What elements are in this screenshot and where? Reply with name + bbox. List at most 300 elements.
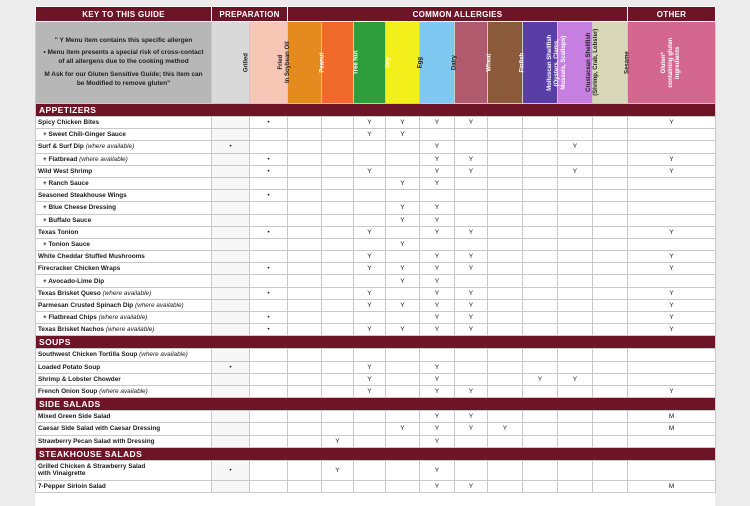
menu-item-cell bbox=[36, 117, 212, 129]
cell-finfish bbox=[488, 287, 523, 299]
cell-wheat bbox=[455, 129, 488, 141]
allergen-guide-sheet bbox=[35, 6, 715, 506]
menu-item-row bbox=[36, 129, 716, 141]
cell-soy: Y bbox=[354, 117, 386, 129]
cell-soy: Y bbox=[354, 373, 386, 385]
cell-egg: Y bbox=[386, 177, 420, 189]
cell-dairy: Y bbox=[420, 299, 455, 311]
cell-fried bbox=[250, 411, 288, 423]
menu-item-row bbox=[36, 214, 716, 226]
cell-crustacean-shellfish bbox=[558, 435, 593, 447]
menu-item-cell bbox=[36, 373, 212, 385]
cell-molluscan-shellfish bbox=[523, 423, 558, 435]
menu-item-cell bbox=[36, 361, 212, 373]
cell-finfish bbox=[488, 238, 523, 250]
cell-tree-nut bbox=[322, 480, 354, 492]
cell-soy: Y bbox=[354, 129, 386, 141]
cell-grilled bbox=[212, 373, 250, 385]
cell-molluscan-shellfish bbox=[523, 141, 558, 153]
menu-item-cell bbox=[36, 385, 212, 397]
menu-item-name: Caesar Side Salad with Caesar Dressing bbox=[38, 425, 161, 433]
menu-item-name: + Tonion Sauce bbox=[43, 240, 90, 248]
cell-soy: Y bbox=[354, 287, 386, 299]
cell-wheat bbox=[455, 349, 488, 361]
common-allergies-title: COMMON ALLERGIES bbox=[288, 7, 628, 22]
menu-item-note: (where available) bbox=[98, 314, 148, 322]
cell-dairy: Y bbox=[420, 385, 455, 397]
cell-crustacean-shellfish bbox=[558, 226, 593, 238]
cell-egg bbox=[386, 411, 420, 423]
cell-sesame bbox=[593, 423, 628, 435]
cell-fried: • bbox=[250, 226, 288, 238]
cell-gluten bbox=[628, 129, 716, 141]
cell-crustacean-shellfish bbox=[558, 190, 593, 202]
cell-peanut bbox=[288, 349, 322, 361]
cell-sesame bbox=[593, 238, 628, 250]
cell-sesame bbox=[593, 275, 628, 287]
cell-wheat bbox=[455, 238, 488, 250]
cell-peanut bbox=[288, 190, 322, 202]
cell-wheat bbox=[455, 214, 488, 226]
cell-fried: • bbox=[250, 153, 288, 165]
menu-item-note: (where available) bbox=[79, 155, 128, 163]
menu-item-note: (where available) bbox=[102, 289, 152, 297]
cell-crustacean-shellfish bbox=[558, 460, 593, 480]
cell-gluten bbox=[628, 349, 716, 361]
cell-tree-nut bbox=[322, 141, 354, 153]
cell-gluten: M bbox=[628, 411, 716, 423]
cell-molluscan-shellfish bbox=[523, 202, 558, 214]
cell-gluten: Y bbox=[628, 117, 716, 129]
cell-fried bbox=[250, 361, 288, 373]
menu-item-row bbox=[36, 324, 716, 336]
menu-item-row bbox=[36, 312, 716, 324]
cell-tree-nut bbox=[322, 190, 354, 202]
cell-gluten: Y bbox=[628, 153, 716, 165]
cell-wheat: Y bbox=[455, 299, 488, 311]
cell-crustacean-shellfish bbox=[558, 275, 593, 287]
section-title: APPETIZERS bbox=[36, 104, 716, 117]
cell-fried: • bbox=[250, 287, 288, 299]
cell-sesame bbox=[593, 361, 628, 373]
cell-gluten: Y bbox=[628, 251, 716, 263]
cell-sesame bbox=[593, 202, 628, 214]
cell-finfish bbox=[488, 349, 523, 361]
cell-grilled bbox=[212, 312, 250, 324]
cell-tree-nut bbox=[322, 165, 354, 177]
cell-soy bbox=[354, 411, 386, 423]
cell-crustacean-shellfish: Y bbox=[558, 373, 593, 385]
cell-molluscan-shellfish bbox=[523, 299, 558, 311]
cell-molluscan-shellfish bbox=[523, 324, 558, 336]
cell-wheat: Y bbox=[455, 153, 488, 165]
cell-tree-nut bbox=[322, 117, 354, 129]
cell-grilled bbox=[212, 385, 250, 397]
cell-molluscan-shellfish bbox=[523, 460, 558, 480]
menu-item-row bbox=[36, 177, 716, 189]
cell-dairy bbox=[420, 238, 455, 250]
cell-crustacean-shellfish: Y bbox=[558, 141, 593, 153]
cell-wheat: Y bbox=[455, 117, 488, 129]
cell-dairy: Y bbox=[420, 287, 455, 299]
cell-crustacean-shellfish bbox=[558, 480, 593, 492]
cell-peanut bbox=[288, 238, 322, 250]
cell-molluscan-shellfish bbox=[523, 312, 558, 324]
cell-gluten bbox=[628, 373, 716, 385]
cell-crustacean-shellfish bbox=[558, 153, 593, 165]
cell-finfish bbox=[488, 312, 523, 324]
menu-item-name: Firecracker Chicken Wraps bbox=[38, 265, 121, 273]
cell-peanut bbox=[288, 141, 322, 153]
cell-grilled bbox=[212, 275, 250, 287]
cell-gluten bbox=[628, 177, 716, 189]
cell-fried bbox=[250, 275, 288, 287]
menu-item-name: Strawberry Pecan Salad with Dressing bbox=[38, 437, 155, 445]
cell-dairy: Y bbox=[420, 411, 455, 423]
cell-fried bbox=[250, 460, 288, 480]
menu-item-cell bbox=[36, 251, 212, 263]
menu-item-row bbox=[36, 361, 716, 373]
menu-item-name: Texas Tonion bbox=[38, 228, 79, 236]
cell-dairy: Y bbox=[420, 153, 455, 165]
cell-egg bbox=[386, 435, 420, 447]
cell-wheat bbox=[455, 373, 488, 385]
cell-gluten bbox=[628, 238, 716, 250]
cell-fried: • bbox=[250, 263, 288, 275]
cell-soy bbox=[354, 238, 386, 250]
cell-wheat: Y bbox=[455, 226, 488, 238]
column-header-fried bbox=[250, 22, 291, 104]
cell-finfish bbox=[488, 141, 523, 153]
cell-sesame bbox=[593, 349, 628, 361]
cell-egg bbox=[386, 190, 420, 202]
menu-item-name: + Ranch Sauce bbox=[43, 180, 89, 188]
cell-grilled bbox=[212, 129, 250, 141]
cell-wheat: Y bbox=[455, 324, 488, 336]
cell-peanut bbox=[288, 480, 322, 492]
cell-egg bbox=[386, 373, 420, 385]
cell-wheat: Y bbox=[455, 411, 488, 423]
cell-sesame bbox=[593, 141, 628, 153]
menu-item-row bbox=[36, 435, 716, 447]
cell-dairy: Y bbox=[420, 460, 455, 480]
menu-item-name: + Flatbread bbox=[43, 155, 78, 163]
cell-wheat bbox=[455, 190, 488, 202]
cell-egg bbox=[386, 480, 420, 492]
cell-fried bbox=[250, 349, 288, 361]
cell-sesame bbox=[593, 480, 628, 492]
cell-sesame bbox=[593, 165, 628, 177]
cell-tree-nut bbox=[322, 238, 354, 250]
cell-soy bbox=[354, 141, 386, 153]
cell-wheat: Y bbox=[455, 312, 488, 324]
cell-dairy bbox=[420, 190, 455, 202]
column-header-label: Sesame bbox=[624, 51, 631, 75]
cell-molluscan-shellfish bbox=[523, 385, 558, 397]
cell-dairy: Y bbox=[420, 423, 455, 435]
cell-dairy: Y bbox=[420, 214, 455, 226]
cell-fried: • bbox=[250, 190, 288, 202]
cell-crustacean-shellfish bbox=[558, 299, 593, 311]
cell-sesame bbox=[593, 373, 628, 385]
cell-soy: Y bbox=[354, 263, 386, 275]
cell-peanut bbox=[288, 129, 322, 141]
menu-item-name: Texas Brisket Nachos bbox=[38, 326, 104, 334]
cell-soy bbox=[354, 177, 386, 189]
cell-crustacean-shellfish bbox=[558, 411, 593, 423]
cell-soy bbox=[354, 423, 386, 435]
menu-item-name: French Onion Soup bbox=[38, 388, 98, 396]
cell-sesame bbox=[593, 251, 628, 263]
column-header-label: Egg bbox=[417, 57, 424, 69]
cell-crustacean-shellfish bbox=[558, 251, 593, 263]
cell-gluten: Y bbox=[628, 287, 716, 299]
menu-item-row bbox=[36, 349, 716, 361]
cell-tree-nut bbox=[322, 423, 354, 435]
menu-item-cell bbox=[36, 299, 212, 311]
menu-item-row bbox=[36, 299, 716, 311]
column-header-dairy bbox=[420, 22, 458, 104]
menu-item-cell bbox=[36, 214, 212, 226]
cell-grilled bbox=[212, 411, 250, 423]
cell-egg bbox=[386, 361, 420, 373]
cell-grilled bbox=[212, 214, 250, 226]
cell-egg: Y bbox=[386, 423, 420, 435]
cell-tree-nut: Y bbox=[322, 435, 354, 447]
cell-gluten bbox=[628, 361, 716, 373]
menu-item-row bbox=[36, 385, 716, 397]
cell-gluten bbox=[628, 190, 716, 202]
menu-item-name: + Blue Cheese Dressing bbox=[43, 204, 116, 212]
cell-soy bbox=[354, 202, 386, 214]
cell-finfish: Y bbox=[488, 423, 523, 435]
cell-egg: Y bbox=[386, 117, 420, 129]
cell-crustacean-shellfish: Y bbox=[558, 165, 593, 177]
cell-finfish bbox=[488, 480, 523, 492]
cell-gluten bbox=[628, 460, 716, 480]
cell-egg: Y bbox=[386, 214, 420, 226]
cell-soy bbox=[354, 190, 386, 202]
cell-fried: • bbox=[250, 324, 288, 336]
cell-finfish bbox=[488, 299, 523, 311]
section-header-row bbox=[36, 336, 716, 349]
menu-item-row bbox=[36, 373, 716, 385]
cell-fried bbox=[250, 141, 288, 153]
column-header-label: Wheat bbox=[486, 54, 493, 72]
cell-tree-nut bbox=[322, 324, 354, 336]
cell-soy bbox=[354, 312, 386, 324]
cell-gluten: Y bbox=[628, 299, 716, 311]
cell-tree-nut bbox=[322, 153, 354, 165]
allergen-table-body bbox=[36, 104, 716, 493]
cell-egg: Y bbox=[386, 275, 420, 287]
column-header-gluten bbox=[628, 22, 716, 104]
section-header-row bbox=[36, 398, 716, 411]
cell-sesame bbox=[593, 287, 628, 299]
cell-soy: Y bbox=[354, 385, 386, 397]
cell-dairy: Y bbox=[420, 275, 455, 287]
cell-finfish bbox=[488, 190, 523, 202]
cell-fried: • bbox=[250, 312, 288, 324]
cell-soy bbox=[354, 275, 386, 287]
cell-crustacean-shellfish bbox=[558, 349, 593, 361]
cell-sesame bbox=[593, 435, 628, 447]
menu-item-row bbox=[36, 251, 716, 263]
column-header-label: Dairy bbox=[451, 55, 458, 71]
cell-egg: Y bbox=[386, 263, 420, 275]
cell-dairy: Y bbox=[420, 361, 455, 373]
menu-item-name: Shrimp & Lobster Chowder bbox=[38, 375, 121, 383]
cell-crustacean-shellfish bbox=[558, 287, 593, 299]
cell-dairy: Y bbox=[420, 435, 455, 447]
cell-peanut bbox=[288, 385, 322, 397]
cell-gluten: Y bbox=[628, 226, 716, 238]
menu-item-name: Seasoned Steakhouse Wings bbox=[38, 192, 127, 200]
cell-crustacean-shellfish bbox=[558, 385, 593, 397]
cell-grilled: • bbox=[212, 141, 250, 153]
column-header-label: Soy bbox=[385, 57, 392, 69]
column-header-label: Gluten* containing gluten ingredients bbox=[660, 37, 682, 88]
cell-dairy: Y bbox=[420, 324, 455, 336]
cell-egg bbox=[386, 312, 420, 324]
menu-item-cell bbox=[36, 411, 212, 423]
cell-soy: Y bbox=[354, 324, 386, 336]
cell-finfish bbox=[488, 373, 523, 385]
menu-item-row bbox=[36, 411, 716, 423]
cell-grilled bbox=[212, 165, 250, 177]
cell-fried: • bbox=[250, 165, 288, 177]
menu-item-name: 7-Pepper Sirloin Salad bbox=[38, 482, 106, 490]
cell-sesame bbox=[593, 385, 628, 397]
cell-molluscan-shellfish bbox=[523, 238, 558, 250]
cell-finfish bbox=[488, 165, 523, 177]
cell-peanut bbox=[288, 361, 322, 373]
cell-tree-nut bbox=[322, 361, 354, 373]
cell-peanut bbox=[288, 214, 322, 226]
cell-fried bbox=[250, 299, 288, 311]
cell-fried bbox=[250, 238, 288, 250]
cell-grilled: • bbox=[212, 361, 250, 373]
cell-egg: Y bbox=[386, 202, 420, 214]
cell-molluscan-shellfish bbox=[523, 177, 558, 189]
menu-item-cell bbox=[36, 190, 212, 202]
cell-crustacean-shellfish bbox=[558, 238, 593, 250]
cell-tree-nut bbox=[322, 312, 354, 324]
cell-molluscan-shellfish: Y bbox=[523, 373, 558, 385]
cell-crustacean-shellfish bbox=[558, 324, 593, 336]
menu-item-note: (where available) bbox=[139, 351, 188, 359]
cell-grilled bbox=[212, 435, 250, 447]
cell-peanut bbox=[288, 435, 322, 447]
menu-item-name: Mixed Green Side Salad bbox=[38, 413, 111, 421]
column-header-label: Finfish bbox=[519, 53, 526, 73]
cell-wheat bbox=[455, 141, 488, 153]
cell-molluscan-shellfish bbox=[523, 263, 558, 275]
cell-gluten bbox=[628, 202, 716, 214]
menu-item-name: Texas Brisket Queso bbox=[38, 289, 101, 297]
menu-item-row bbox=[36, 275, 716, 287]
cell-grilled: • bbox=[212, 460, 250, 480]
cell-crustacean-shellfish bbox=[558, 202, 593, 214]
cell-sesame bbox=[593, 226, 628, 238]
menu-item-name: Surf & Surf Dip bbox=[38, 143, 84, 151]
cell-egg: Y bbox=[386, 238, 420, 250]
menu-item-row bbox=[36, 423, 716, 435]
cell-finfish bbox=[488, 435, 523, 447]
key-line-contains: " Y Menu item contains this specific allergen bbox=[54, 36, 193, 44]
cell-wheat: Y bbox=[455, 480, 488, 492]
cell-dairy: Y bbox=[420, 117, 455, 129]
cell-egg bbox=[386, 141, 420, 153]
cell-crustacean-shellfish bbox=[558, 129, 593, 141]
cell-fried bbox=[250, 129, 288, 141]
section-title: SOUPS bbox=[36, 336, 716, 349]
cell-crustacean-shellfish bbox=[558, 214, 593, 226]
allergen-table bbox=[35, 6, 716, 493]
section-title: STEAKHOUSE SALADS bbox=[36, 447, 716, 460]
menu-item-name: Grilled Chicken & Strawberry Salad with Vinaigrette bbox=[38, 462, 146, 478]
cell-dairy: Y bbox=[420, 177, 455, 189]
menu-item-note: (where available) bbox=[99, 388, 148, 396]
menu-item-name: Wild West Shrimp bbox=[38, 167, 93, 175]
cell-wheat: Y bbox=[455, 263, 488, 275]
column-header-label: Crustacean Shellfish (Shrimp, Crab, Lobster) bbox=[585, 29, 599, 97]
menu-item-row bbox=[36, 226, 716, 238]
cell-peanut bbox=[288, 177, 322, 189]
menu-item-cell bbox=[36, 324, 212, 336]
column-header-peanut bbox=[288, 22, 326, 104]
cell-molluscan-shellfish bbox=[523, 287, 558, 299]
cell-molluscan-shellfish bbox=[523, 117, 558, 129]
cell-dairy: Y bbox=[420, 263, 455, 275]
cell-sesame bbox=[593, 129, 628, 141]
cell-molluscan-shellfish bbox=[523, 251, 558, 263]
cell-tree-nut bbox=[322, 251, 354, 263]
menu-item-row bbox=[36, 117, 716, 129]
cell-molluscan-shellfish bbox=[523, 275, 558, 287]
cell-tree-nut bbox=[322, 287, 354, 299]
cell-egg bbox=[386, 226, 420, 238]
column-header-label: Grilled bbox=[243, 53, 250, 73]
cell-molluscan-shellfish bbox=[523, 435, 558, 447]
cell-grilled bbox=[212, 324, 250, 336]
menu-item-name: + Flatbread Chips bbox=[43, 314, 97, 322]
cell-finfish bbox=[488, 385, 523, 397]
cell-sesame bbox=[593, 411, 628, 423]
cell-sesame bbox=[593, 312, 628, 324]
cell-peanut bbox=[288, 165, 322, 177]
menu-item-cell bbox=[36, 312, 212, 324]
cell-finfish bbox=[488, 263, 523, 275]
cell-sesame bbox=[593, 324, 628, 336]
cell-wheat bbox=[455, 460, 488, 480]
cell-soy bbox=[354, 349, 386, 361]
cell-wheat: Y bbox=[455, 251, 488, 263]
cell-sesame bbox=[593, 117, 628, 129]
menu-item-row bbox=[36, 263, 716, 275]
cell-soy: Y bbox=[354, 361, 386, 373]
menu-item-row bbox=[36, 202, 716, 214]
cell-molluscan-shellfish bbox=[523, 361, 558, 373]
cell-peanut bbox=[288, 324, 322, 336]
cell-sesame bbox=[593, 190, 628, 202]
cell-wheat bbox=[455, 361, 488, 373]
cell-grilled bbox=[212, 226, 250, 238]
cell-molluscan-shellfish bbox=[523, 214, 558, 226]
cell-crustacean-shellfish bbox=[558, 117, 593, 129]
menu-item-row bbox=[36, 165, 716, 177]
cell-wheat: Y bbox=[455, 287, 488, 299]
